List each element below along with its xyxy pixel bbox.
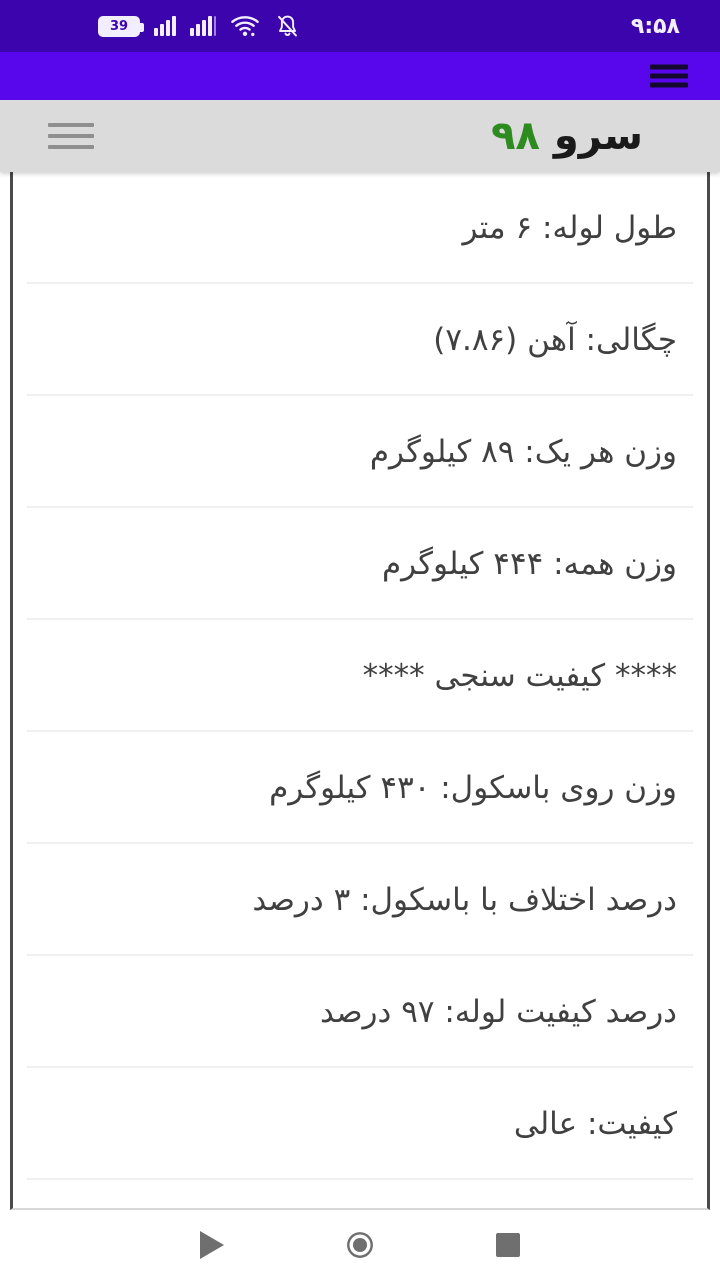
home-button[interactable] xyxy=(345,1230,375,1260)
list-item-text: وزن هر یک: ۸۹ کیلوگرم xyxy=(369,433,677,470)
notifications-off-icon xyxy=(274,13,301,40)
app-bar xyxy=(0,52,720,100)
back-icon xyxy=(200,1231,224,1259)
battery-percent: 39 xyxy=(109,18,129,34)
back-button[interactable] xyxy=(197,1230,227,1260)
list-item[interactable] xyxy=(13,956,707,1068)
list-item-text: کیفیت: عالی xyxy=(513,1105,677,1142)
list-item-text: **** کیفیت سنجی **** xyxy=(362,657,677,694)
list-item-text: چگالی: آهن (۷.۸۶) xyxy=(433,321,677,358)
wifi-icon xyxy=(230,14,260,38)
recents-button[interactable] xyxy=(493,1230,523,1260)
list-item[interactable] xyxy=(13,284,707,396)
list-item[interactable] xyxy=(13,396,707,508)
recents-icon xyxy=(496,1233,520,1257)
battery-nub xyxy=(140,23,144,32)
list-item-text: طول لوله: ۶ متر xyxy=(462,209,677,246)
status-icons-group xyxy=(98,13,301,40)
status-time: ۹:۵۸ xyxy=(630,13,680,39)
page-title-text: سرو xyxy=(553,113,643,159)
drawer-menu-icon[interactable] xyxy=(48,123,94,149)
page-title xyxy=(491,113,643,159)
list-item-text: وزن همه: ۴۴۴ کیلوگرم xyxy=(381,545,677,582)
battery-icon xyxy=(98,16,140,37)
results-list xyxy=(10,172,710,1210)
list-item-text: درصد کیفیت لوله: ۹۷ درصد xyxy=(319,993,677,1030)
cell-signal-2-icon xyxy=(190,16,216,36)
list-item[interactable] xyxy=(13,1068,707,1180)
status-bar xyxy=(0,0,720,52)
toolbar xyxy=(0,100,720,172)
list-item[interactable] xyxy=(13,172,707,284)
list-item-text: درصد اختلاف با باسکول: ۳ درصد xyxy=(252,881,677,918)
list-item[interactable] xyxy=(13,620,707,732)
home-icon xyxy=(345,1229,375,1261)
cell-signal-icon xyxy=(154,16,176,36)
menu-icon[interactable] xyxy=(650,65,688,88)
navigation-bar xyxy=(0,1210,720,1280)
list-item[interactable] xyxy=(13,844,707,956)
list-item-text: وزن روی باسکول: ۴۳۰ کیلوگرم xyxy=(269,769,677,806)
list-item[interactable] xyxy=(13,732,707,844)
page-title-number: ۹۸ xyxy=(491,113,540,159)
list-item[interactable] xyxy=(13,508,707,620)
